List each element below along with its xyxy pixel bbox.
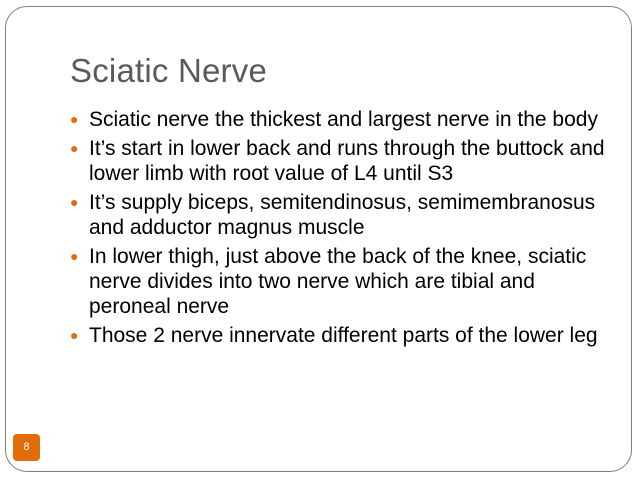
bullet-dot-icon: ● (70, 248, 79, 264)
bullet-item (70, 136, 610, 186)
bullet-text: In lower thigh, just above the back of the knee, sciatic nerve divides into two nerve which are tibial and peroneal nerve (89, 245, 587, 318)
bullet-text: It’s supply biceps, semitendinosus, semimembranosus and adductor magnus muscle (89, 191, 596, 239)
bullet-item (70, 107, 610, 132)
bullet-dot-icon: ● (70, 140, 79, 156)
bullet-text: Those 2 nerve innervate different parts of the lower leg (89, 324, 598, 347)
bullet-list (70, 107, 610, 352)
bullet-text: Sciatic nerve the thickest and largest nerve in the body (89, 108, 598, 131)
bullet-item (70, 190, 610, 240)
page-number-badge: 8 (13, 434, 40, 461)
bullet-item (70, 323, 610, 348)
slide-title: Sciatic Nerve (70, 52, 267, 89)
bullet-dot-icon: ● (70, 327, 79, 343)
bullet-item (70, 244, 610, 319)
bullet-dot-icon: ● (70, 194, 79, 210)
bullet-dot-icon: ● (70, 111, 79, 127)
bullet-text: It’s start in lower back and runs through the buttock and lower limb with root value of L4 until S3 (89, 137, 605, 185)
